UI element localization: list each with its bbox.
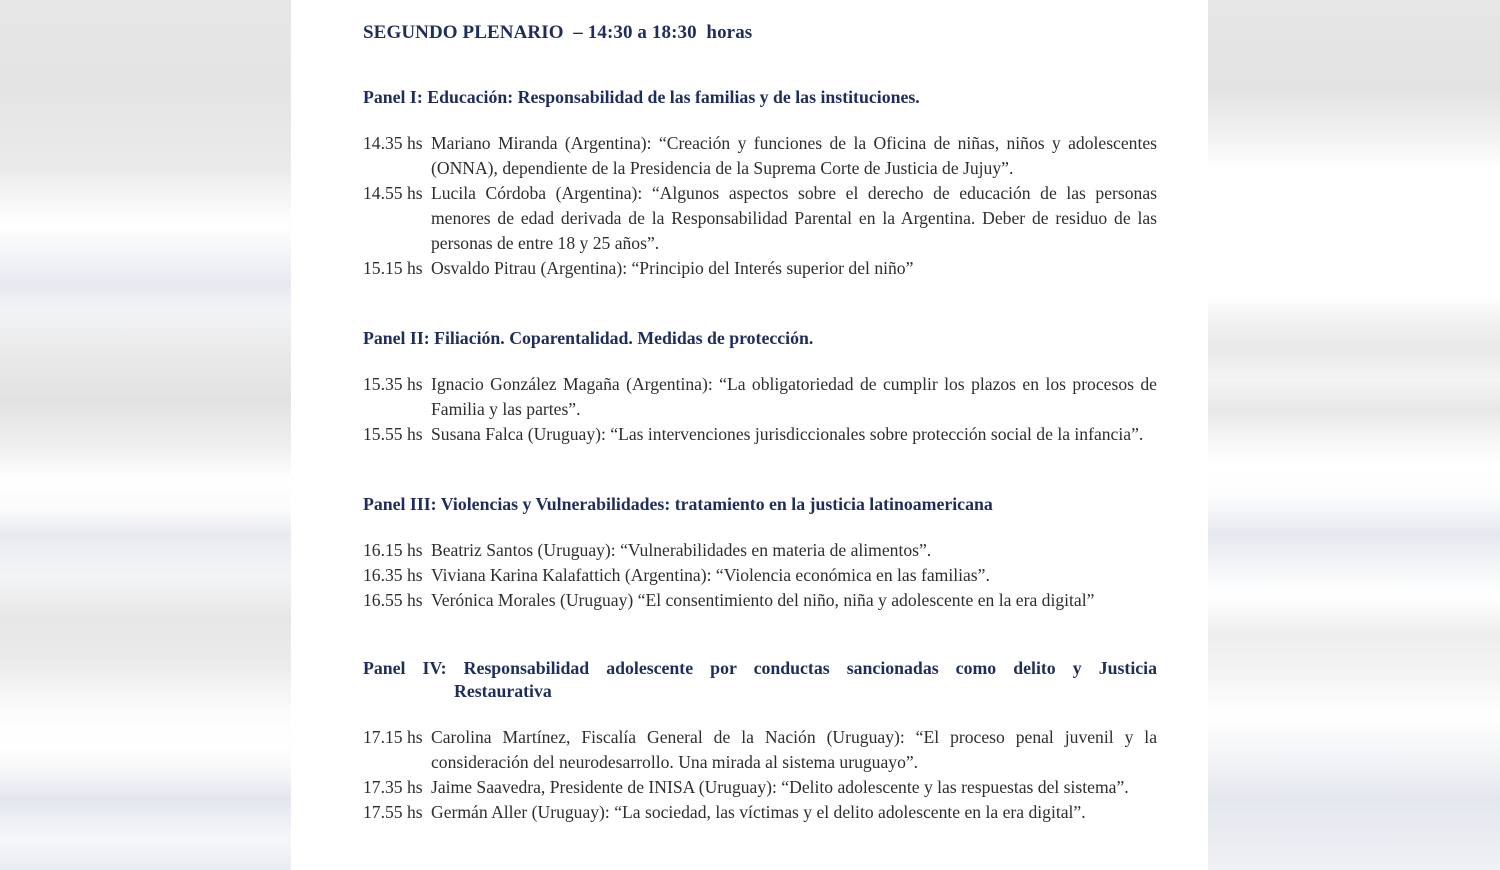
talk-time: 16.35 hs	[363, 565, 423, 585]
talk-item	[363, 256, 1157, 281]
talk-time: 14.35 hs	[363, 133, 423, 153]
talk-description: Beatriz Santos (Uruguay): “Vulnerabilidades en materia de alimentos”.	[431, 540, 932, 560]
talk-list	[363, 725, 1157, 825]
talk-item	[363, 372, 1157, 422]
talk-time: 15.15 hs	[363, 258, 423, 278]
panel-section	[363, 493, 1157, 613]
panel-title: Panel I: Educación: Responsabilidad de las familias y de las instituciones.	[363, 87, 920, 107]
talk-list	[363, 131, 1157, 281]
talk-description: Osvaldo Pitrau (Argentina): “Principio del Interés superior del niño”	[431, 258, 914, 278]
talk-description: Viviana Karina Kalafattich (Argentina): “Violencia económica en las familias”.	[431, 565, 990, 585]
talk-time: 15.55 hs	[363, 424, 423, 444]
panel-section	[363, 657, 1157, 825]
talk-description: Susana Falca (Uruguay): “Las intervenciones jurisdiccionales sobre protección social de la infancia”.	[431, 424, 1144, 444]
talk-time: 17.35 hs	[363, 777, 423, 797]
panel-section	[363, 86, 1157, 281]
talk-list	[363, 372, 1157, 447]
talk-item	[363, 800, 1157, 825]
talk-description: Ignacio González Magaña (Argentina): “La obligatoriedad de cumplir los plazos en los procesos de Familia y las partes”.	[431, 374, 1157, 419]
talk-time: 16.15 hs	[363, 540, 423, 560]
talk-time: 15.35 hs	[363, 374, 423, 394]
talk-item	[363, 775, 1157, 800]
talk-list	[363, 538, 1157, 613]
talk-description: Jaime Saavedra, Presidente de INISA (Uruguay): “Delito adolescente y las respuestas del sistema”.	[431, 777, 1129, 797]
talk-description: Mariano Miranda (Argentina): “Creación y funciones de la Oficina de niñas, niños y adolescentes (ONNA), dependiente de la Presidencia de la Suprema Corte de Justicia de Jujuy”.	[431, 133, 1157, 178]
talk-item	[363, 422, 1157, 447]
document-page	[291, 0, 1208, 870]
talk-description: Lucila Córdoba (Argentina): “Algunos aspectos sobre el derecho de educación de las personas menores de edad derivada de la Responsabilidad Parental en la Argentina. Deber de residuo de las personas de entre 18 y 25 años”.	[431, 183, 1157, 253]
talk-time: 16.55 hs	[363, 590, 423, 610]
talk-item	[363, 538, 1157, 563]
talk-description: Verónica Morales (Uruguay) “El consentimiento del niño, niña y adolescente en la era digital”	[431, 590, 1095, 610]
talk-time: 17.55 hs	[363, 802, 423, 822]
talk-item	[363, 725, 1157, 775]
talk-time: 17.15 hs	[363, 727, 423, 747]
plenary-title: SEGUNDO PLENARIO – 14:30 a 18:30 horas	[363, 22, 753, 43]
talk-time: 14.55 hs	[363, 183, 423, 203]
talk-description: Carolina Martínez, Fiscalía General de la Nación (Uruguay): “El proceso penal juvenil y la consideración del neurodesarrollo. Una mirada al sistema uruguayo”.	[431, 727, 1157, 772]
talk-item	[363, 131, 1157, 181]
panel-title: Panel IV: Responsabilidad adolescente por conductas sancionadas como delito y Justicia Restaurativa	[363, 658, 1157, 701]
panel-title: Panel III: Violencias y Vulnerabilidades: tratamiento en la justicia latinoamericana	[363, 494, 993, 514]
talk-item	[363, 563, 1157, 588]
panel-section	[363, 327, 1157, 447]
talk-description: Germán Aller (Uruguay): “La sociedad, las víctimas y el delito adolescente en la era digital”.	[431, 802, 1086, 822]
blurred-background-right	[1208, 0, 1500, 870]
panel-title: Panel II: Filiación. Coparentalidad. Medidas de protección.	[363, 328, 814, 348]
talk-item	[363, 588, 1157, 613]
blurred-background-left	[0, 0, 291, 870]
talk-item	[363, 181, 1157, 256]
